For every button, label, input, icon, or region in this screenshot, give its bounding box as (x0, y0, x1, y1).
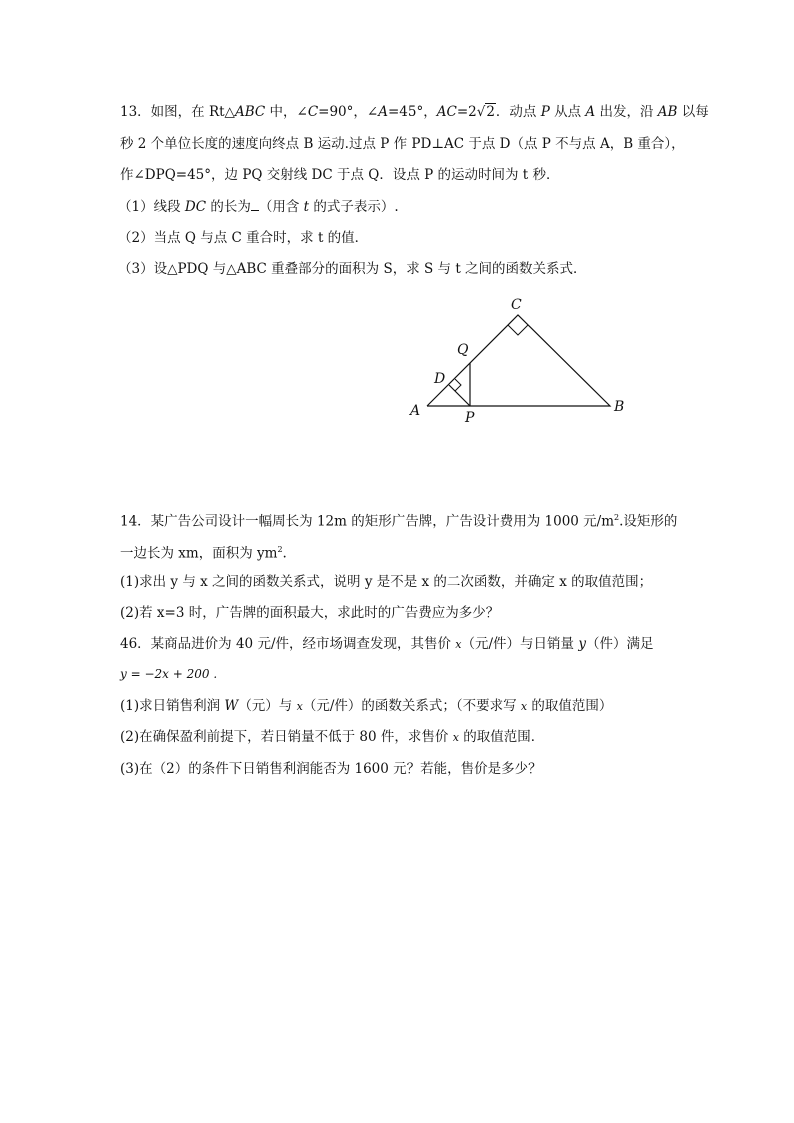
q13-sub-2: （2）当点 Q 与点 C 重合时，求 t 的值． (118, 230, 369, 246)
q46-text: (2)在确保盈利前提下，若日销量不低于 80 件，求售价 (120, 729, 453, 745)
label-q: Q (457, 342, 469, 358)
q46-var: x (296, 700, 303, 713)
q13-line-2: 秒 2 个单位长度的速度向终点 B 运动.过点 P 作 PD⊥AC 于点 D（点 P 不与点 A，B 重合）， (120, 136, 685, 152)
q13-sub-1 (118, 197, 399, 217)
q13-text: 出发，沿 (595, 104, 658, 120)
q13-text: P (540, 104, 550, 120)
q46-text: 的取值范围） (527, 698, 613, 714)
q46-text: (1)求日销售利润 (120, 698, 225, 714)
q13-text: ．动点 (495, 104, 541, 120)
q46-line-1 (120, 634, 653, 655)
q46-var: x (455, 638, 462, 651)
label-b: B (614, 399, 625, 415)
q14-superscript: 2 (614, 513, 620, 522)
q13-text: 从点 (549, 104, 586, 120)
q13-text: 13．如图，在 Rt△ (120, 104, 235, 120)
label-a: A (410, 403, 421, 419)
q13-text: C (307, 104, 319, 120)
label-d: D (434, 371, 446, 387)
q13-text: =2 (456, 104, 477, 120)
sqrt-symbol: √2 (476, 104, 495, 120)
q13-line-1 (120, 102, 709, 122)
q13-text: DC (184, 199, 207, 215)
q13-text: 的长为 (206, 199, 251, 215)
q46-var: y (578, 636, 586, 652)
q14-text: . (282, 545, 287, 562)
right-angle-d (455, 379, 461, 391)
q14-text: 14．某广告公司设计一幅周长为 12m 的矩形广告牌，广告设计费用为 1000 元/m (120, 513, 615, 530)
q13-text: （1）线段 (118, 199, 185, 215)
q13-line-3: 作∠DPQ=45°，边 PQ 交射线 DC 于点 Q．设点 P 的运动时间为 t 秒． (120, 167, 560, 183)
q46-var: W (224, 698, 239, 714)
q46-sub-2 (120, 727, 544, 748)
q13-text: AB (657, 104, 678, 120)
q13-text: A (378, 104, 388, 120)
q13-text: 中，∠ (265, 104, 308, 120)
q13-text: （用含 (258, 199, 304, 215)
q14-superscript: 2 (277, 545, 283, 554)
q13-sub-3: （3）设△PDQ 与△ABC 重叠部分的面积为 S，求 S 与 t 之间的函数关系式． (118, 261, 587, 277)
label-p: P (465, 410, 475, 426)
q13-text: 以每 (677, 104, 709, 120)
triangle-figure (405, 292, 635, 427)
q14-text: .设矩形的 (619, 513, 678, 530)
q13-text: =45°， (387, 104, 437, 120)
q46-text: 46．某商品进价为 40 元/件，经市场调查发现，其售价 (120, 636, 456, 652)
q46-sub-3: (3)在（2）的条件下日销售利润能否为 1600 元？若能，售价是多少？ (120, 761, 542, 777)
q46-text: （件）满足 (585, 636, 654, 652)
q46-text: （元/件）的函数关系式；（不要求写 (302, 698, 521, 714)
q13-text: AC (436, 104, 457, 120)
q46-text: 的取值范围． (458, 729, 545, 745)
triangle-diagram (405, 292, 635, 427)
q14-text: 一边长为 xm，面积为 ym (120, 545, 278, 562)
segment-pd (449, 385, 470, 406)
q13-text: 的式子表示）. (309, 199, 399, 215)
q46-formula: y = −2x + 200 . (120, 667, 218, 681)
q14-sub-2: (2)若 x=3 时，广告牌的面积最大，求此时的广告费应为多少？ (120, 605, 500, 621)
q14-line-1 (120, 508, 677, 532)
q13-text: A (585, 104, 596, 120)
q13-text: ABC (234, 104, 266, 120)
q14-sub-1: (1)求出 y 与 x 之间的函数关系式，说明 y 是不是 x 的二次函数，并确定 x 的取值范围； (120, 574, 653, 590)
q13-text: =90°，∠ (318, 104, 379, 120)
answer-blank (251, 198, 259, 211)
right-angle-c (508, 325, 528, 335)
q46-var: x (452, 731, 459, 744)
q46-text: （元/件）与日销量 (461, 636, 579, 652)
sqrt-radicand: 2 (486, 104, 495, 120)
q46-text: （元）与 (238, 698, 297, 714)
q46-sub-1 (120, 696, 612, 717)
q14-line-2 (120, 540, 287, 564)
label-c: C (511, 297, 522, 313)
triangle-abc (427, 315, 610, 406)
q13-text: t (303, 199, 310, 215)
q46-var: x (520, 700, 528, 713)
